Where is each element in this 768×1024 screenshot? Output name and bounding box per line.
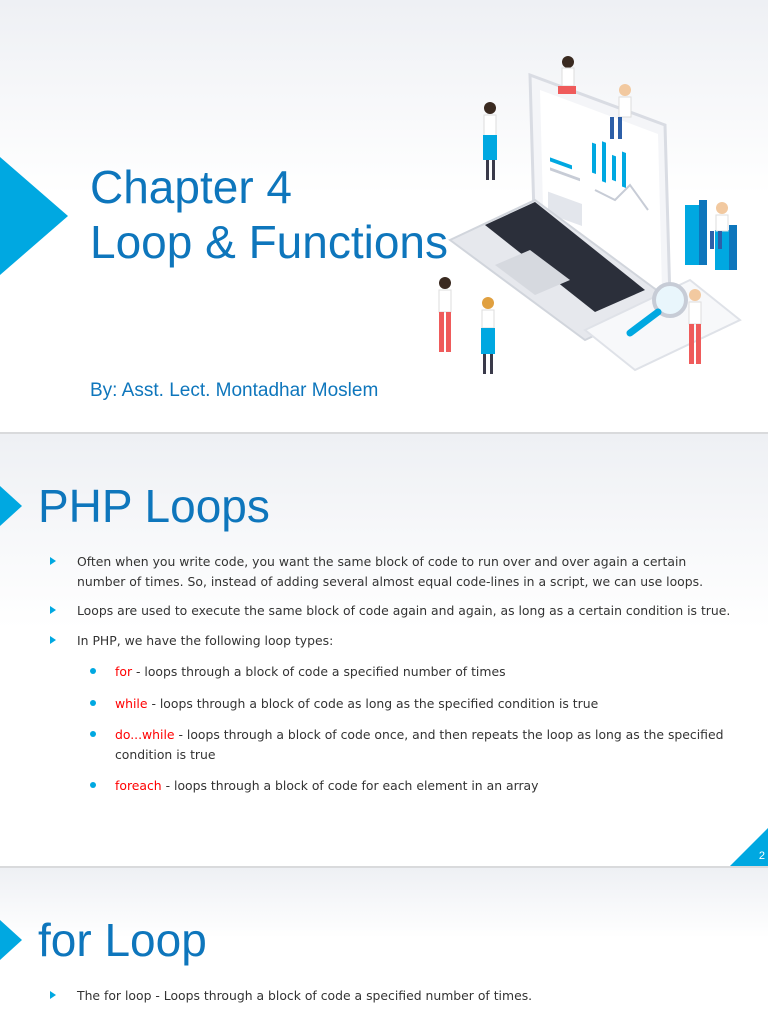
loop-types-list (77, 662, 738, 796)
loop-keyword: for (115, 664, 133, 679)
loop-type-item (77, 694, 738, 714)
bullet-item (48, 631, 738, 796)
laptop-team-illustration (420, 50, 760, 380)
bullet-item: Often when you write code, you want the same block of code to run over and over again a certain number of times. So, instead of adding several almost equal code-lines in a script, we can use loops. (48, 552, 738, 591)
loop-type-item (77, 662, 738, 682)
loop-keyword: foreach (115, 778, 162, 793)
chapter-title-line2: Loop & Functions (90, 216, 449, 268)
triangle-accent-icon (0, 920, 22, 960)
loop-type-item (77, 776, 738, 796)
loop-keyword: do...while (115, 727, 175, 742)
bullet-item: Loops are used to execute the same block of code again and again, as long as a certain condition is true. (48, 601, 738, 621)
author-line: By: Asst. Lect. Montadhar Moslem (90, 380, 379, 401)
loop-desc: - loops through a block of code once, and then repeats the loop as long as the specified condition is true (115, 727, 724, 762)
person-figure (483, 102, 497, 180)
chapter-title-line1: Chapter 4 (90, 161, 293, 213)
bullet-list (48, 552, 738, 808)
bullet-text: In PHP, we have the following loop types: (77, 632, 334, 648)
triangle-accent-icon (0, 486, 22, 526)
page-number: 2 (758, 850, 765, 862)
slide-title: PHP Loops (38, 480, 270, 532)
slide-title: for Loop (38, 914, 207, 966)
bullet-item: The for loop - Loops through a block of code a specified number of times. (48, 986, 738, 1006)
slide-php-loops (0, 434, 768, 866)
loop-keyword: while (115, 695, 148, 711)
chapter-title (90, 160, 448, 270)
triangle-accent-icon (0, 157, 68, 275)
bullet-list (48, 986, 738, 1016)
loop-type-item (77, 725, 738, 764)
loop-desc: - loops through a block of code for each element in an array (161, 778, 539, 793)
loop-desc: - loops through a block of code a specified number of times (132, 664, 506, 679)
slide-for-loop (0, 868, 768, 1024)
loop-desc: - loops through a block of code as long as the specified condition is true (147, 695, 599, 711)
slide-title (0, 0, 768, 432)
